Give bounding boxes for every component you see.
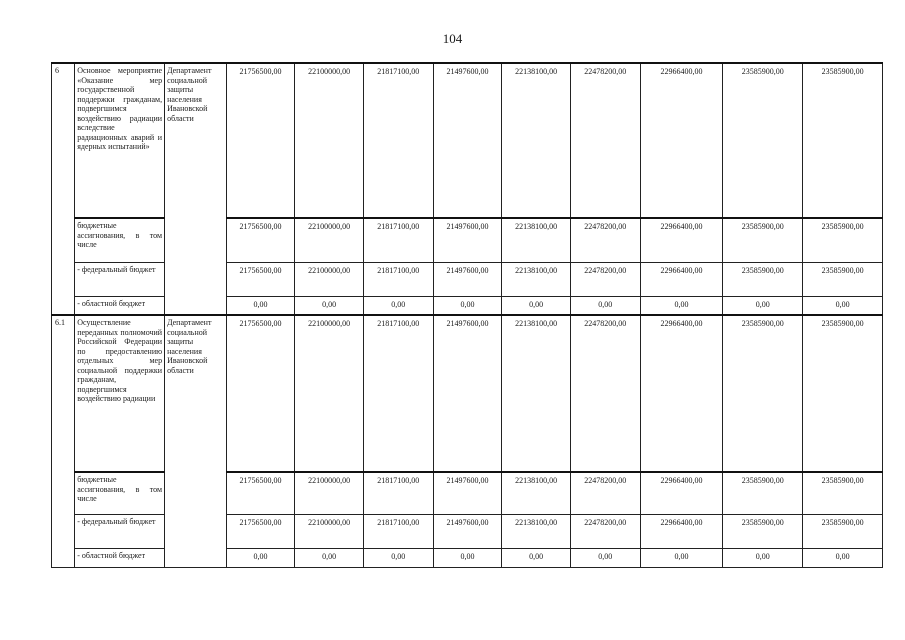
amount-cell: 22138100,00 (502, 63, 571, 218)
amount-cell: 21817100,00 (363, 514, 433, 548)
amount-cell: 22100000,00 (295, 218, 364, 262)
amount-cell: 22138100,00 (502, 315, 571, 472)
table-row (52, 63, 883, 218)
amount-cell: 21756500,00 (226, 63, 295, 218)
amount-cell: 22478200,00 (570, 218, 640, 262)
amount-cell: 21497600,00 (433, 262, 502, 296)
amount-cell: 0,00 (570, 296, 640, 315)
funding-source-label: - областной бюджет (75, 296, 165, 315)
amount-cell: 0,00 (723, 548, 803, 567)
amount-cell: 22100000,00 (295, 472, 364, 514)
amount-cell: 0,00 (640, 296, 723, 315)
amount-cell: 22966400,00 (640, 218, 723, 262)
department-name: Департамент социальной защиты населения Ивановской области (165, 63, 227, 315)
amount-cell: 0,00 (433, 296, 502, 315)
amount-cell: 22100000,00 (295, 315, 364, 472)
amount-cell: 0,00 (803, 296, 883, 315)
amount-cell: 23585900,00 (803, 315, 883, 472)
amount-cell: 22100000,00 (295, 514, 364, 548)
amount-cell: 23585900,00 (803, 514, 883, 548)
amount-cell: 21756500,00 (226, 262, 295, 296)
amount-cell: 0,00 (295, 296, 364, 315)
amount-cell: 23585900,00 (723, 63, 803, 218)
amount-cell: 23585900,00 (803, 472, 883, 514)
amount-cell: 21497600,00 (433, 63, 502, 218)
funding-source-label: бюджетные ассигнования, в том числе (75, 218, 165, 262)
amount-cell: 21497600,00 (433, 315, 502, 472)
table-row (52, 315, 883, 472)
amount-cell: 0,00 (226, 548, 295, 567)
measure-title: Основное мероприятие «Оказание мер государственной поддержки гражданам, подвергшимся воздействию радиации вследствие радиационных аварий и ядерных испытаний» (75, 63, 165, 218)
amount-cell: 22966400,00 (640, 514, 723, 548)
amount-cell: 21817100,00 (363, 315, 433, 472)
amount-cell: 0,00 (433, 548, 502, 567)
amount-cell: 0,00 (363, 548, 433, 567)
amount-cell: 21497600,00 (433, 218, 502, 262)
row-index: 6.1 (52, 315, 75, 567)
amount-cell: 21756500,00 (226, 218, 295, 262)
amount-cell: 0,00 (502, 548, 571, 567)
amount-cell: 23585900,00 (723, 262, 803, 296)
amount-cell: 22478200,00 (570, 315, 640, 472)
amount-cell: 22478200,00 (570, 63, 640, 218)
amount-cell: 22478200,00 (570, 472, 640, 514)
amount-cell: 0,00 (502, 296, 571, 315)
budget-table (51, 62, 883, 568)
amount-cell: 21497600,00 (433, 472, 502, 514)
amount-cell: 0,00 (640, 548, 723, 567)
amount-cell: 0,00 (363, 296, 433, 315)
funding-source-label: бюджетные ассигнования, в том числе (75, 472, 165, 514)
amount-cell: 0,00 (295, 548, 364, 567)
amount-cell: 21756500,00 (226, 315, 295, 472)
amount-cell: 0,00 (723, 296, 803, 315)
amount-cell: 23585900,00 (723, 514, 803, 548)
amount-cell: 23585900,00 (803, 262, 883, 296)
amount-cell: 22478200,00 (570, 514, 640, 548)
amount-cell: 22966400,00 (640, 315, 723, 472)
amount-cell: 23585900,00 (723, 472, 803, 514)
amount-cell: 23585900,00 (803, 63, 883, 218)
page-number: 104 (442, 31, 463, 46)
amount-cell: 22966400,00 (640, 262, 723, 296)
amount-cell: 22138100,00 (502, 218, 571, 262)
funding-source-label: - федеральный бюджет (75, 514, 165, 548)
measure-title: Осуществление переданных полномочий Российской Федерации по предоставлению отдельных мер социальной поддержки гражданам, подвергшимся воздействию радиации (75, 315, 165, 472)
amount-cell: 22100000,00 (295, 262, 364, 296)
amount-cell: 23585900,00 (803, 218, 883, 262)
amount-cell: 22138100,00 (502, 514, 571, 548)
amount-cell: 0,00 (570, 548, 640, 567)
amount-cell: 21756500,00 (226, 514, 295, 548)
amount-cell: 22478200,00 (570, 262, 640, 296)
amount-cell: 22966400,00 (640, 63, 723, 218)
row-index: 6 (52, 63, 75, 315)
amount-cell: 21817100,00 (363, 262, 433, 296)
funding-source-label: - областной бюджет (75, 548, 165, 567)
amount-cell: 21497600,00 (433, 514, 502, 548)
amount-cell: 21817100,00 (363, 63, 433, 218)
amount-cell: 21817100,00 (363, 472, 433, 514)
amount-cell: 22966400,00 (640, 472, 723, 514)
amount-cell: 23585900,00 (723, 315, 803, 472)
amount-cell: 0,00 (803, 548, 883, 567)
department-name: Департамент социальной защиты населения Ивановской области (165, 315, 227, 567)
amount-cell: 22100000,00 (295, 63, 364, 218)
amount-cell: 22138100,00 (502, 262, 571, 296)
amount-cell: 21817100,00 (363, 218, 433, 262)
amount-cell: 0,00 (226, 296, 295, 315)
funding-source-label: - федеральный бюджет (75, 262, 165, 296)
amount-cell: 23585900,00 (723, 218, 803, 262)
amount-cell: 22138100,00 (502, 472, 571, 514)
amount-cell: 21756500,00 (226, 472, 295, 514)
